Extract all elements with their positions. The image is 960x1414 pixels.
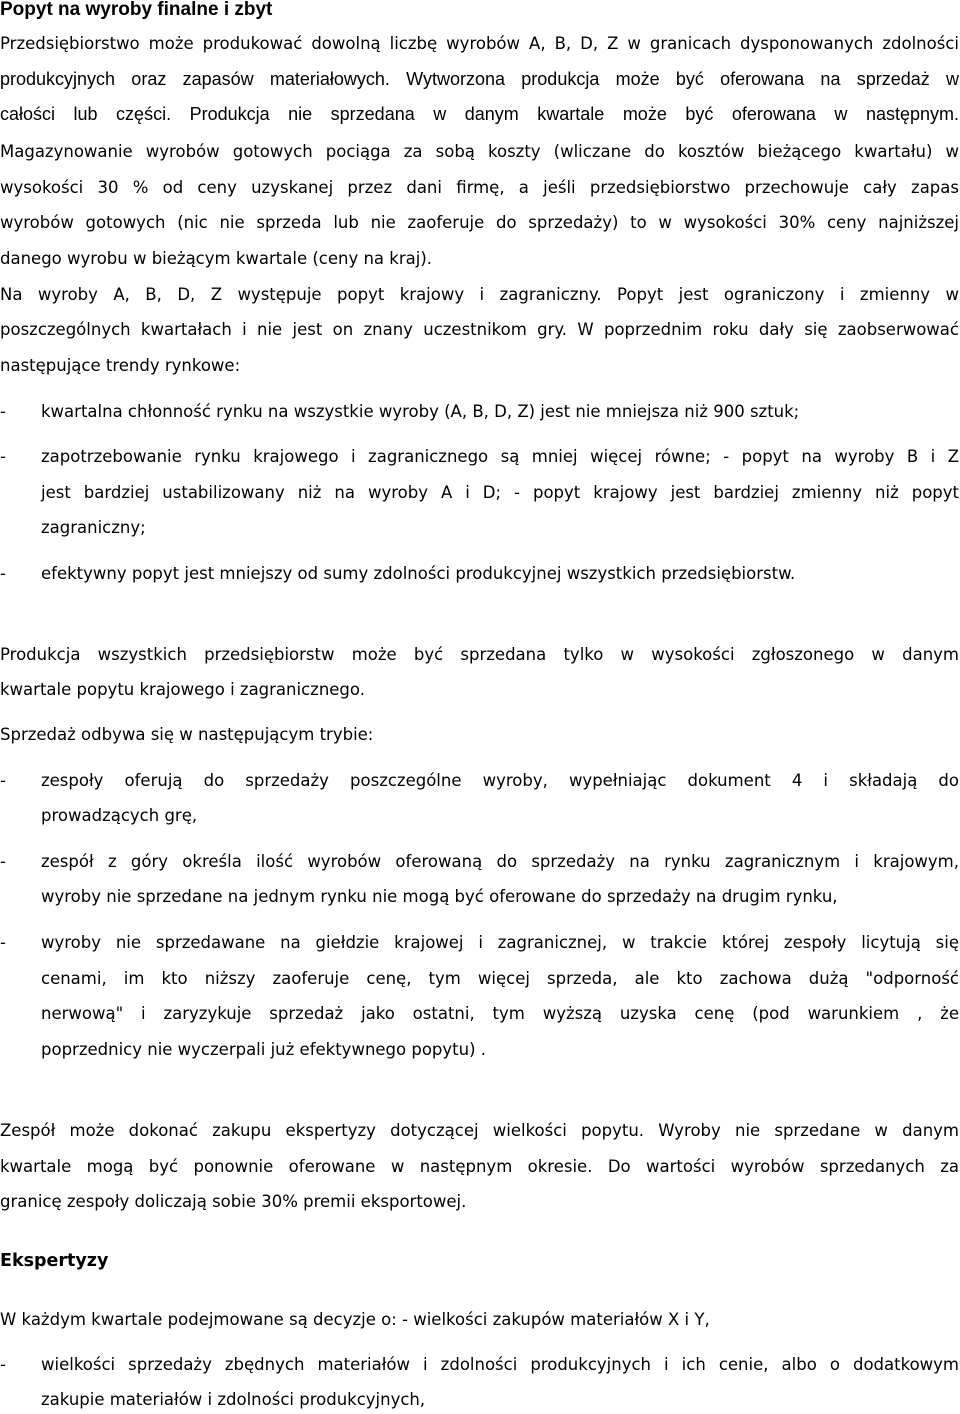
paragraph-line: danego wyrobu w bieżącym kwartale (ceny na kraj). [0, 249, 432, 268]
paragraph-line: granicę zespoły doliczają sobie 30% premii eksportowej. [0, 1192, 467, 1211]
list-item: zespoły oferują do sprzedaży poszczególne wyroby, wypełniając dokument 4 i składają do [41, 771, 959, 790]
list-item-continuation: cenami, im kto niższy zaoferuje cenę, tym więcej sprzeda, ale kto zachowa dużą "odporność [41, 969, 959, 988]
list-item-continuation: zakupie materiałów i zdolności produkcyjnych, [41, 1390, 426, 1409]
list-item: efektywny popyt jest mniejszy od sumy zdolności produkcyjnej wszystkich przedsiębiorstw. [41, 564, 796, 583]
paragraph-line: Na wyroby A, B, D, Z występuje popyt krajowy i zagraniczny. Popyt jest ograniczony i zmienny w [0, 285, 959, 304]
paragraph-line: Sprzedaż odbywa się w następującym trybie: [0, 725, 374, 744]
list-bullet: - [0, 1355, 6, 1374]
paragraph-line: Magazynowanie wyrobów gotowych pociąga za sobą koszty (wliczane do kosztów bieżącego kwartału) w [0, 142, 959, 161]
paragraph-line: produkcyjnych oraz zapasów materiałowych. Wytworzona produkcja może być oferowana na sprzedaż w [0, 69, 959, 89]
section-heading: Ekspertyzy [0, 1251, 109, 1271]
list-item: wielkości sprzedaży zbędnych materiałów i zdolności produkcyjnych i ich cenie, albo o dodatkowym [41, 1355, 959, 1374]
list-bullet: - [0, 564, 6, 583]
list-item-continuation: jest bardziej ustabilizowany niż na wyroby A i D; - popyt krajowy jest bardziej zmienny niż popyt [41, 483, 959, 502]
list-bullet: - [0, 771, 6, 790]
list-item: zapotrzebowanie rynku krajowego i zagranicznego są mniej więcej równe; - popyt na wyroby B i Z [41, 447, 959, 466]
list-bullet: - [0, 852, 6, 871]
paragraph-line: Przedsiębiorstwo może produkować dowolną liczbę wyrobów A, B, D, Z w granicach dysponowanych zdolności [0, 34, 959, 53]
list-bullet: - [0, 402, 6, 421]
paragraph-line: Zespół może dokonać zakupu ekspertyzy dotyczącej wielkości popytu. Wyroby nie sprzedane w danym [0, 1121, 959, 1140]
paragraph-line: Produkcja wszystkich przedsiębiorstw może być sprzedana tylko w wysokości zgłoszonego w danym [0, 645, 959, 664]
list-item-continuation: prowadzących grę, [41, 806, 198, 825]
list-item-continuation: wyroby nie sprzedane na jednym rynku nie mogą być oferowane do sprzedaży na drugim rynku, [41, 887, 838, 906]
paragraph-line: wyrobów gotowych (nic nie sprzeda lub nie zaoferuje do sprzedaży) to w wysokości 30% ceny najniższej [0, 213, 959, 232]
list-item: zespół z góry określa ilość wyrobów oferowaną do sprzedaży na rynku zagranicznym i krajowym, [41, 852, 959, 871]
list-item-continuation: zagraniczny; [41, 518, 146, 537]
paragraph-line: W każdym kwartale podejmowane są decyzje o: - wielkości zakupów materiałów X i Y, [0, 1310, 710, 1329]
paragraph-line: całości lub części. Produkcja nie sprzedana w danym kwartale może być oferowana w następnym. [0, 104, 959, 124]
paragraph-line: wysokości 30 % od ceny uzyskanej przez dani firmę, a jeśli przedsiębiorstwo przechowuje cały zapas [0, 178, 959, 197]
paragraph-line: kwartale popytu krajowego i zagranicznego. [0, 680, 365, 699]
list-item: wyroby nie sprzedawane na giełdzie krajowej i zagranicznej, w trakcie której zespoły licytują się [41, 933, 959, 952]
list-item: kwartalna chłonność rynku na wszystkie wyroby (A, B, D, Z) jest nie mniejsza niż 900 sztuk; [41, 402, 800, 421]
section-title: Popyt na wyroby finalne i zbyt [0, 0, 273, 20]
paragraph-line: kwartale mogą być ponownie oferowane w następnym okresie. Do wartości wyrobów sprzedanych za [0, 1157, 959, 1176]
list-bullet: - [0, 447, 6, 466]
paragraph-line: poszczególnych kwartałach i nie jest on znany uczestnikom gry. W poprzednim roku dały się zaobserwować [0, 320, 959, 339]
list-bullet: - [0, 933, 6, 952]
paragraph-line: następujące trendy rynkowe: [0, 356, 241, 375]
list-item-continuation: nerwową" i zaryzykuje sprzedaż jako ostatni, tym wyższą uzyska cenę (pod warunkiem , że [41, 1004, 959, 1023]
list-item-continuation: poprzednicy nie wyczerpali już efektywnego popytu) . [41, 1040, 487, 1059]
